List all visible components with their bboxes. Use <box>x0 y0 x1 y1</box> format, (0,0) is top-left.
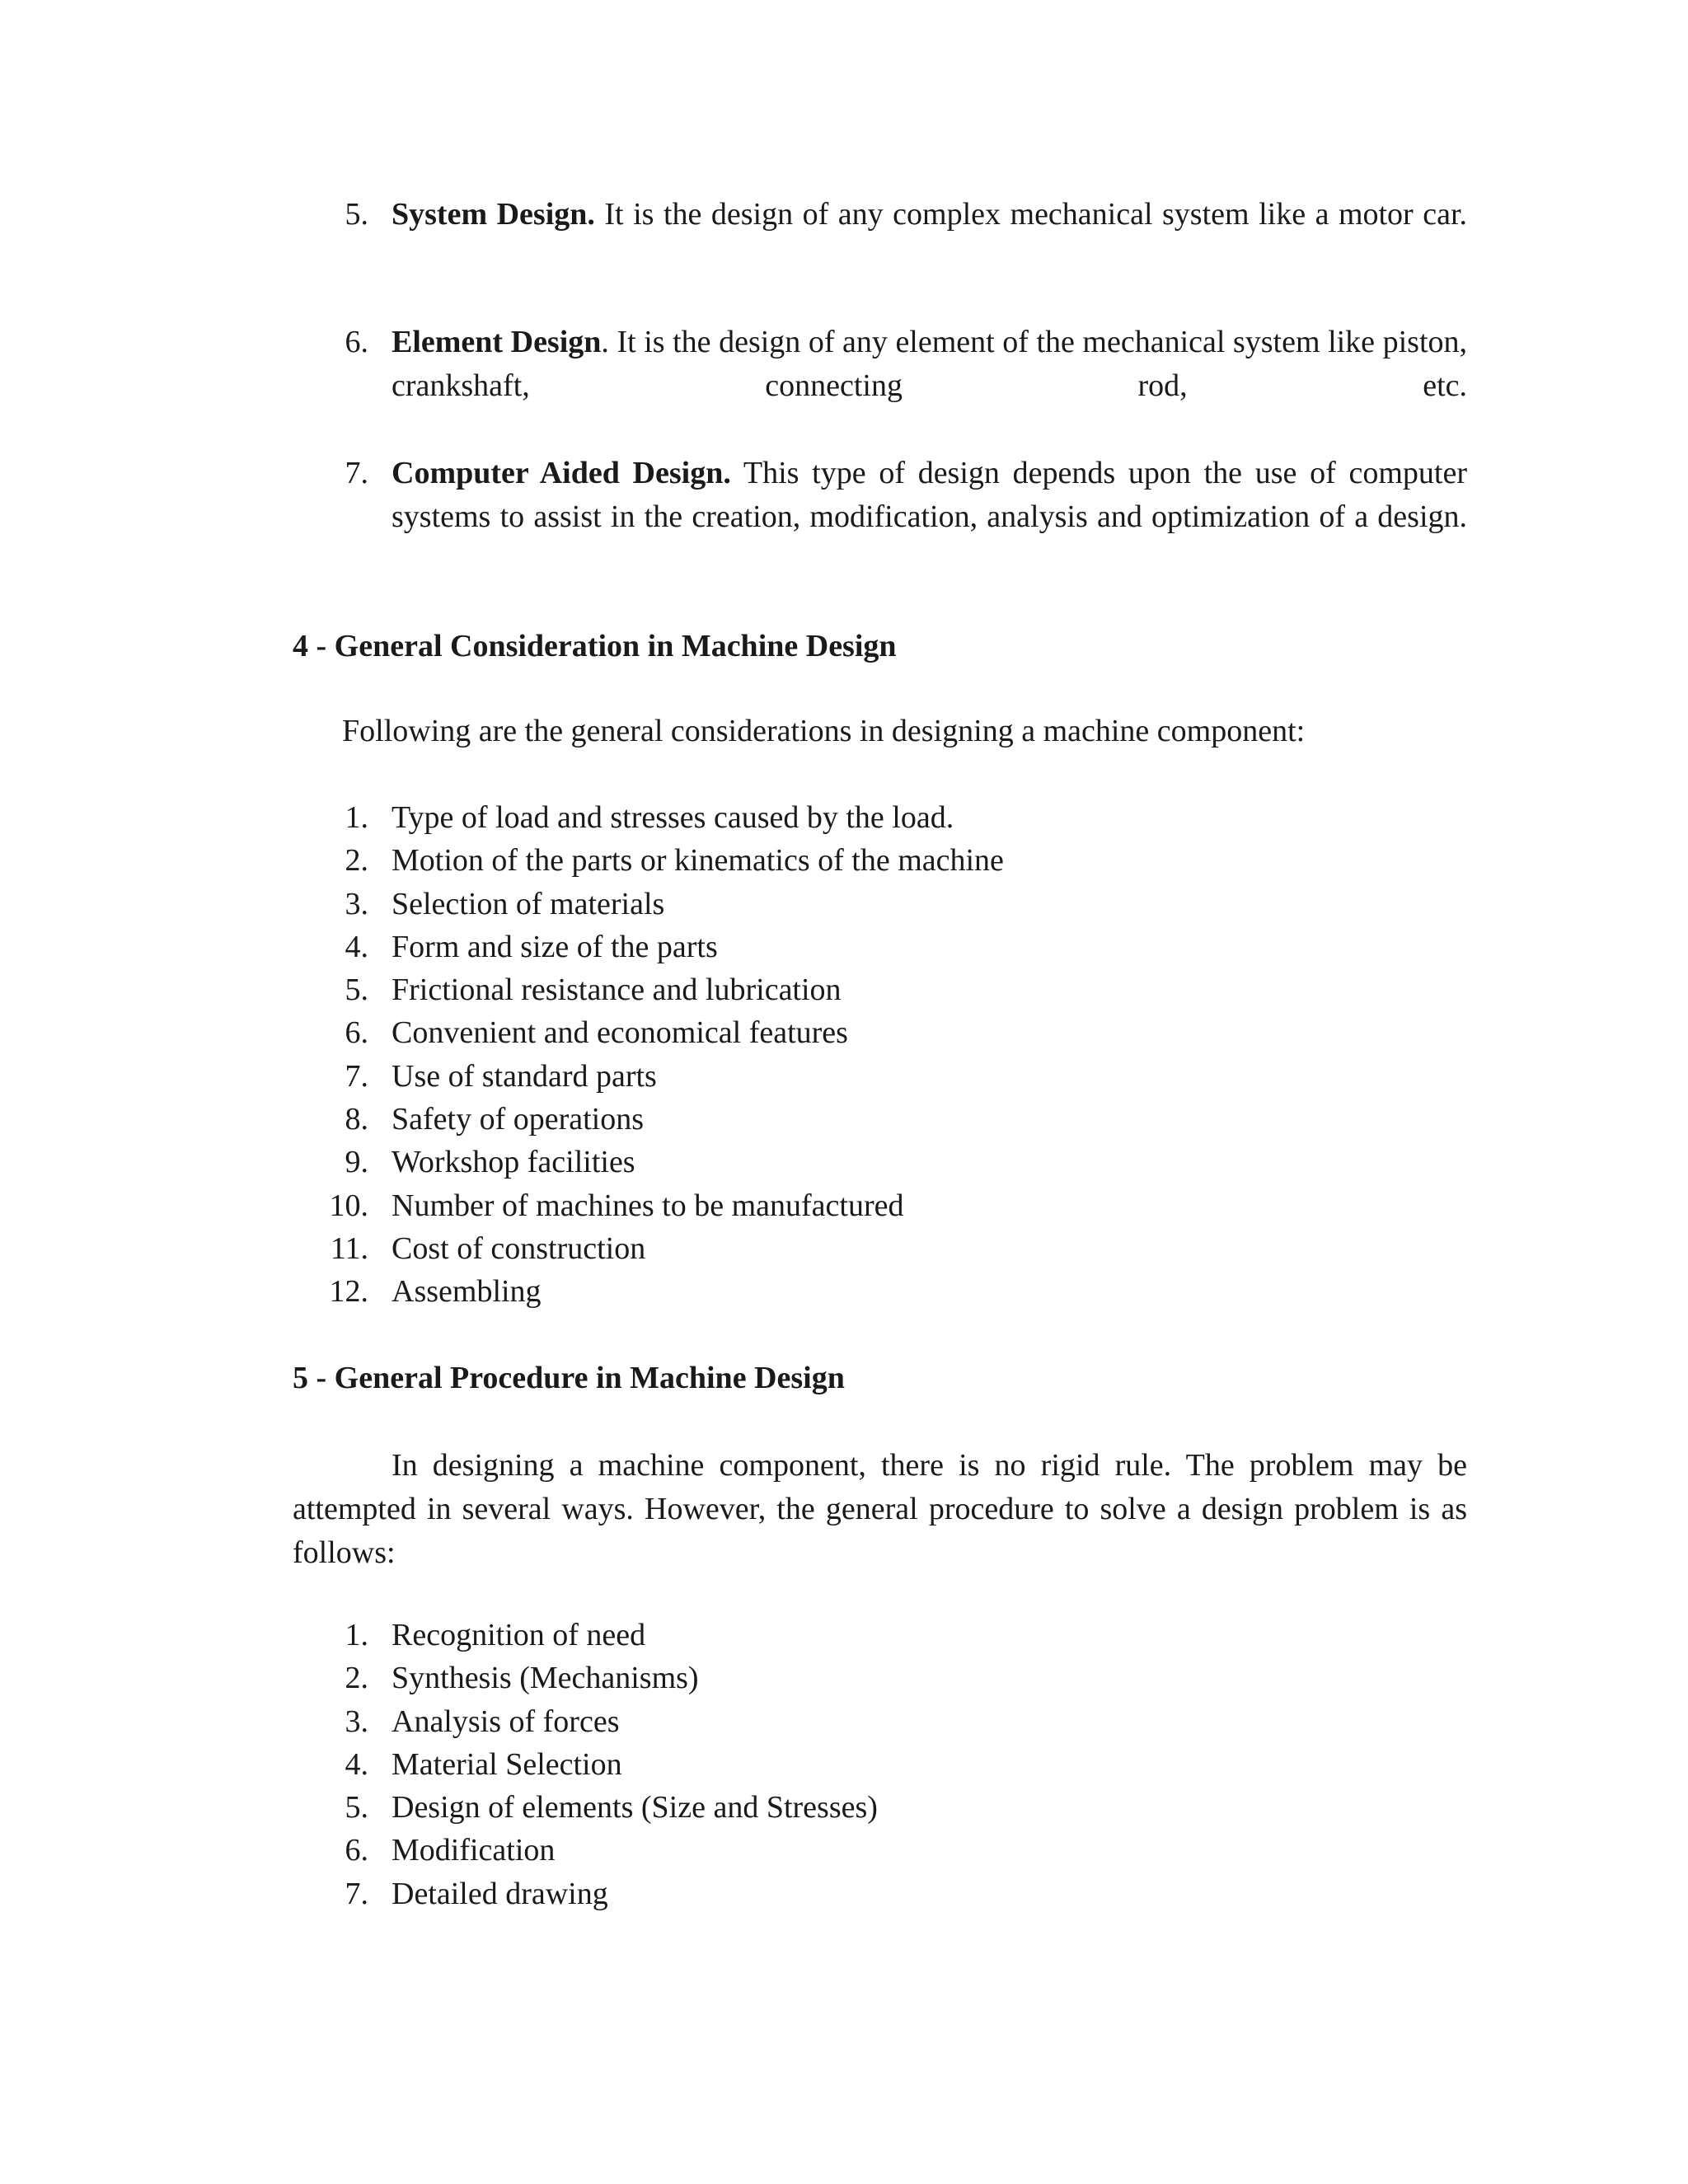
procedure-list <box>0 1614 1688 1915</box>
list-number: 7. <box>345 1058 368 1094</box>
list-text: Assembling <box>392 1274 542 1310</box>
list-text: Analysis of forces <box>392 1704 620 1739</box>
item-term: Computer Aided Design. <box>392 456 731 490</box>
list-text: Form and size of the parts <box>392 929 718 964</box>
list-number: 5. <box>345 972 368 1008</box>
list-item <box>0 1227 1688 1270</box>
item-text: . It is the design of any element of the mechanical system like piston, crankshaft, connecting rod, etc. <box>392 325 1467 403</box>
list-item <box>0 839 1688 882</box>
list-item <box>0 1055 1688 1098</box>
list-item <box>0 796 1688 839</box>
list-text: Modification <box>392 1833 556 1868</box>
list-text: Recognition of need <box>392 1618 646 1652</box>
list-number: 3. <box>345 1704 368 1739</box>
list-number: 11. <box>330 1230 368 1266</box>
list-text: Motion of the parts or kinematics of the machine <box>392 843 1004 879</box>
list-text: Safety of operations <box>392 1102 645 1137</box>
list-item <box>0 1270 1688 1313</box>
list-text: Cost of construction <box>392 1230 646 1266</box>
section-paragraph: In designing a machine component, there is no rigid rule. The problem may be attempted in several ways. However, the general procedure to solve a design problem is as follows: <box>293 1448 1467 1570</box>
list-text: Material Selection <box>392 1746 622 1782</box>
item-number: 6. <box>345 325 368 359</box>
list-number: 2. <box>345 1661 368 1696</box>
list-number: 6. <box>345 1015 368 1051</box>
list-text: Type of load and stresses caused by the load. <box>392 800 954 835</box>
list-item <box>0 1184 1688 1227</box>
list-text: Frictional resistance and lubrication <box>392 972 842 1008</box>
list-item <box>0 1141 1688 1183</box>
item-text: This type of design depends upon the use of computer systems to assist in the creation, modification, analysis and optimization of a design. <box>392 456 1467 534</box>
list-number: 2. <box>345 843 368 879</box>
list-number: 10. <box>329 1188 368 1223</box>
section-intro: Following are the general considerations in designing a machine component: <box>342 714 1306 748</box>
list-number: 3. <box>345 886 368 921</box>
section-heading: 4 - General Consideration in Machine Design <box>293 629 897 663</box>
list-number: 1. <box>345 1618 368 1652</box>
list-number: 9. <box>345 1145 368 1180</box>
considerations-list <box>0 796 1688 1314</box>
list-item <box>0 1657 1688 1699</box>
item-term: Element Design <box>392 325 602 359</box>
list-item <box>0 1011 1688 1054</box>
list-text: Design of elements (Size and Stresses) <box>392 1790 878 1825</box>
list-item <box>0 968 1688 1011</box>
section-heading: 5 - General Procedure in Machine Design <box>293 1361 845 1395</box>
list-item <box>0 1786 1688 1829</box>
item-term: System Design. <box>392 197 595 232</box>
list-number: 1. <box>345 800 368 835</box>
list-text: Use of standard parts <box>392 1058 657 1094</box>
list-number: 5. <box>345 1790 368 1825</box>
list-item <box>0 1614 1688 1657</box>
list-item <box>0 1829 1688 1872</box>
list-text: Detailed drawing <box>392 1876 608 1911</box>
list-item <box>0 1872 1688 1915</box>
list-number: 4. <box>345 1746 368 1782</box>
list-text: Workshop facilities <box>392 1145 635 1180</box>
list-number: 8. <box>345 1102 368 1137</box>
list-number: 12. <box>329 1274 368 1310</box>
list-number: 7. <box>345 1876 368 1911</box>
design-type-item <box>342 193 1467 280</box>
item-text: It is the design of any complex mechanical system like a motor car. <box>604 197 1468 232</box>
item-body <box>392 321 1467 452</box>
item-number: 5. <box>345 197 368 232</box>
item-body <box>392 452 1467 583</box>
list-text: Selection of materials <box>392 886 665 921</box>
list-item <box>0 1743 1688 1786</box>
list-text: Synthesis (Mechanisms) <box>392 1661 699 1696</box>
list-text: Convenient and economical features <box>392 1015 848 1051</box>
design-type-item <box>342 452 1467 583</box>
list-item <box>0 1700 1688 1743</box>
list-number: 6. <box>345 1833 368 1868</box>
item-number: 7. <box>345 456 368 490</box>
list-item <box>0 1098 1688 1141</box>
item-body <box>392 193 1467 280</box>
list-number: 4. <box>345 929 368 964</box>
design-type-item <box>342 321 1467 452</box>
list-text: Number of machines to be manufactured <box>392 1188 904 1223</box>
list-item <box>0 926 1688 968</box>
list-item <box>0 883 1688 926</box>
